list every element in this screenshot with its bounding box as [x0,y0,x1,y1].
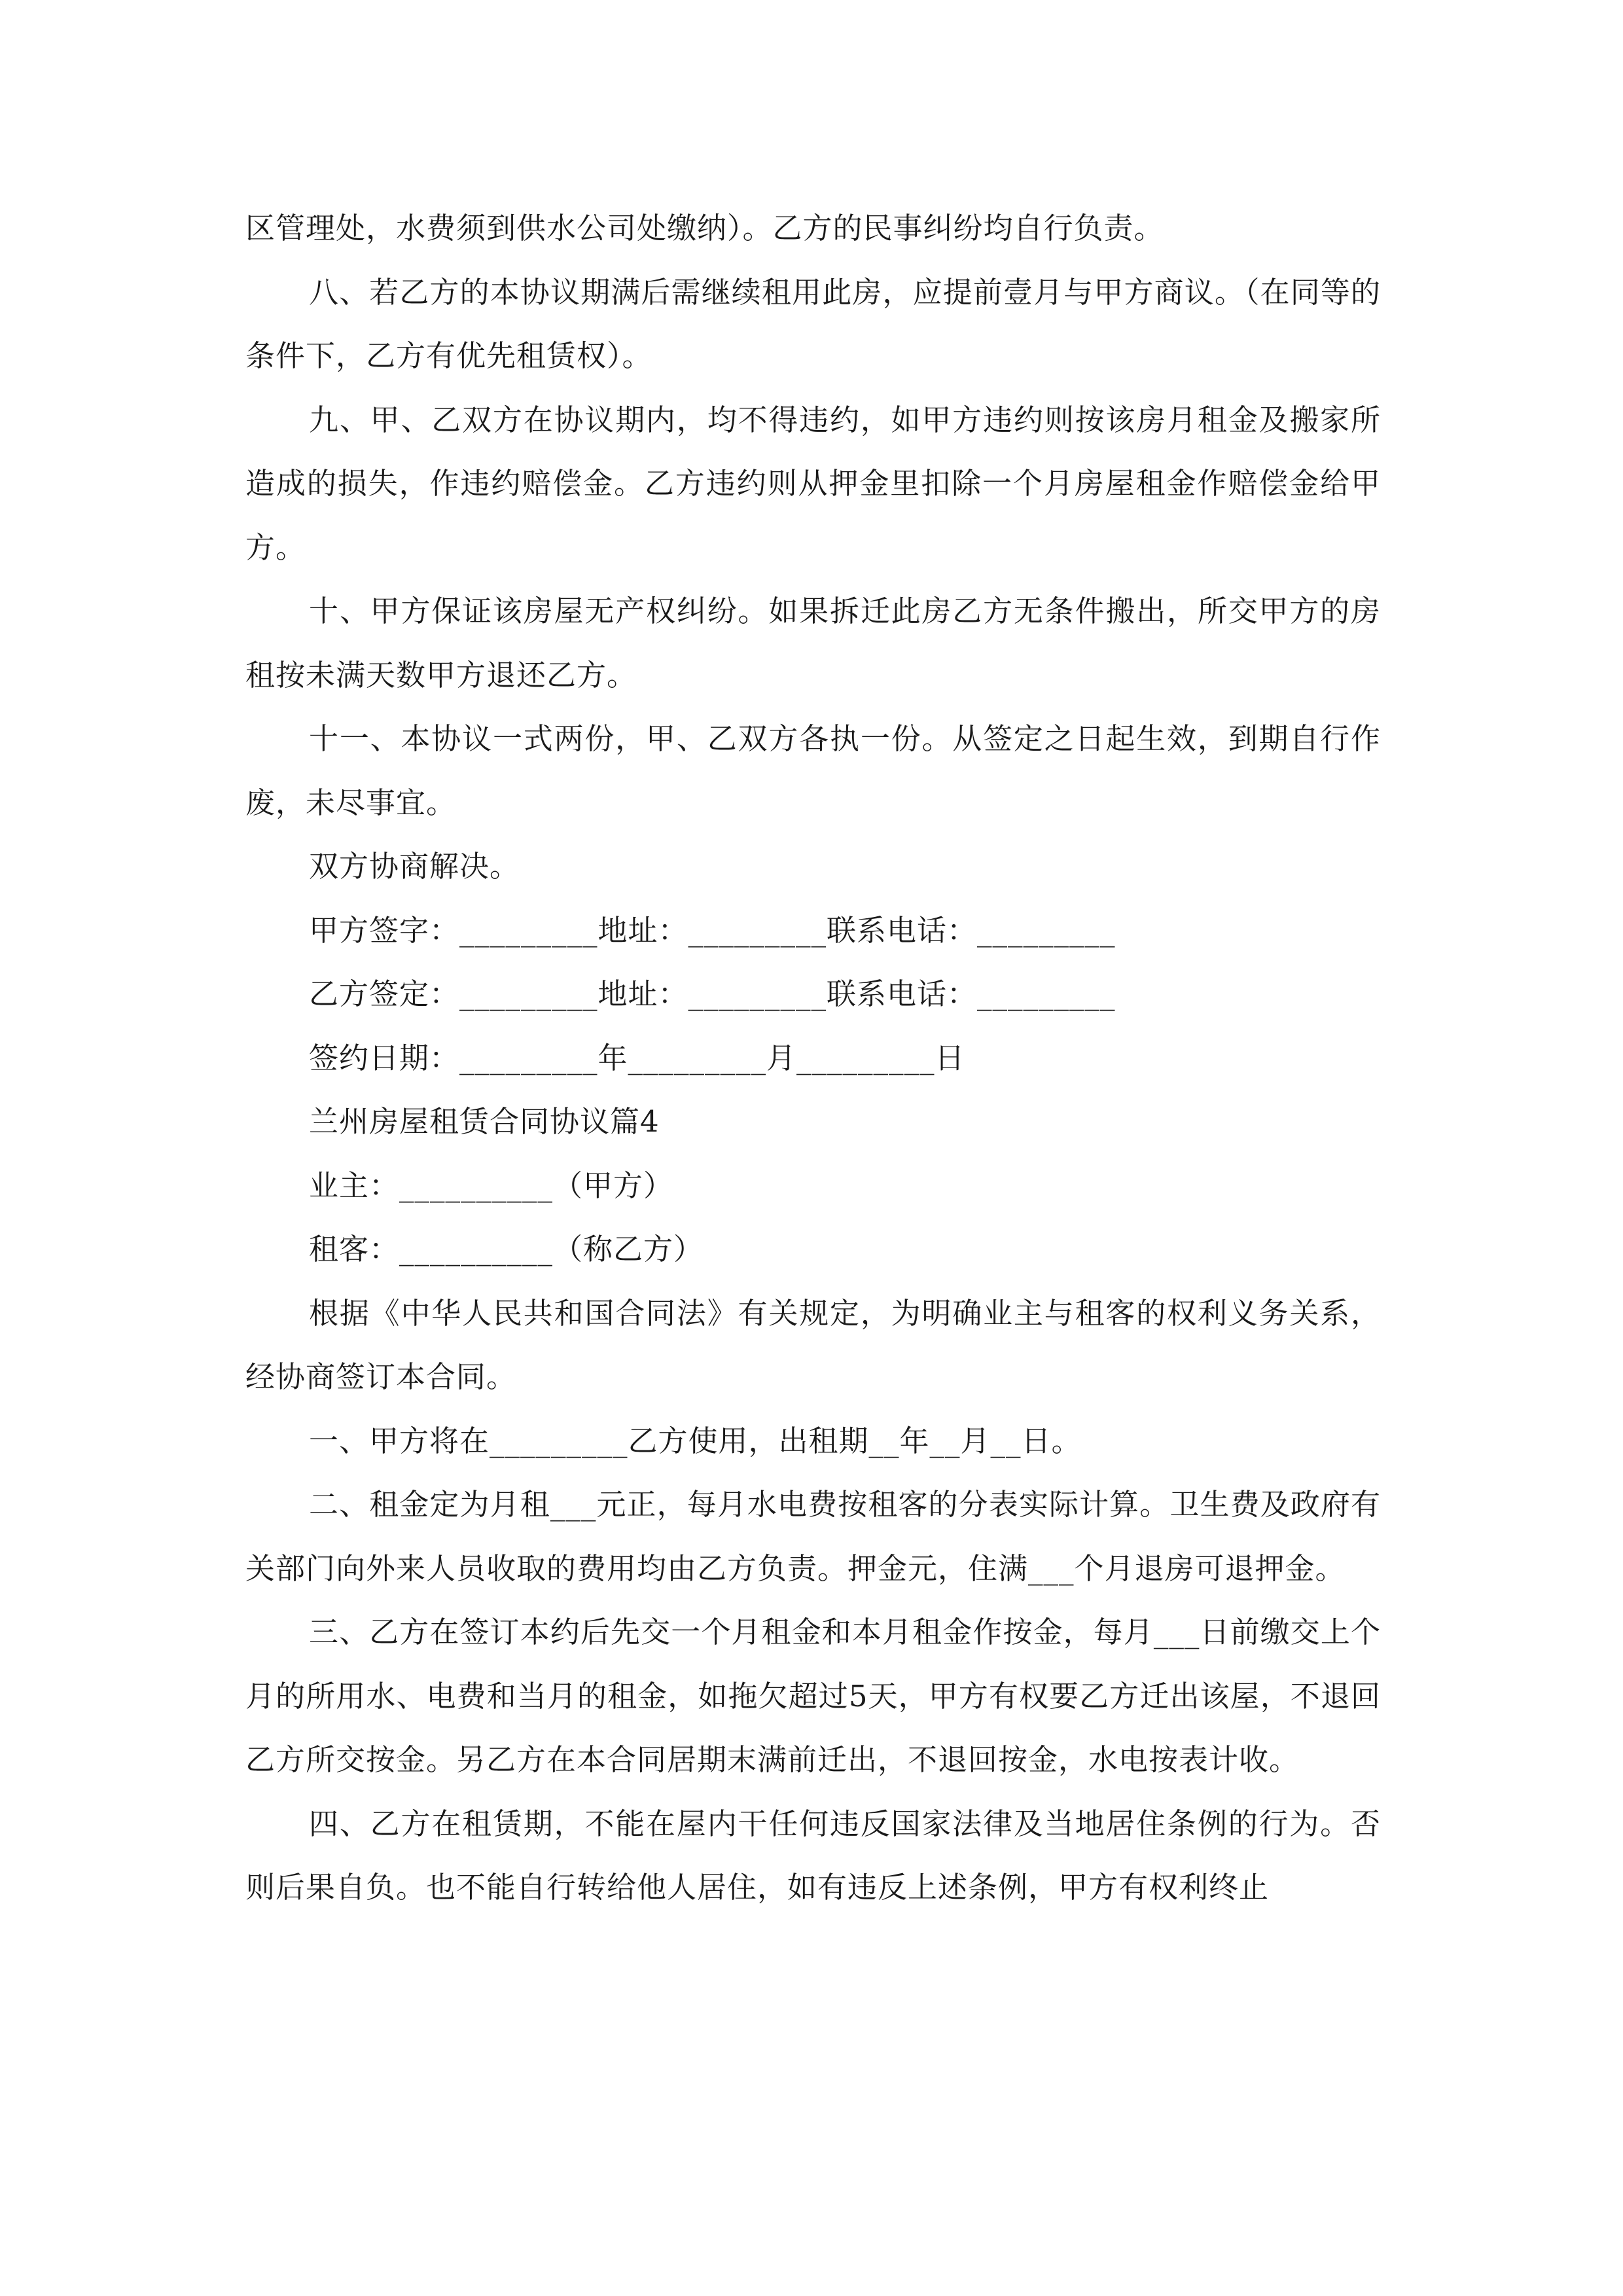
paragraph-article-1: 一、甲方将在_________乙方使用，出租期__年__月__日。 [309,1423,1082,1458]
owner-line: 业主：__________（甲方） [309,1168,674,1203]
paragraph-clause-9: 九、甲、乙双方在协议期内，均不得违约，如甲方违约则按该房月租金及搬家所造成的损失，作违约赔偿金。乙方违约则从押金里扣除一个月房屋租金作赔偿金给甲方。 [245,402,1381,565]
paragraph-clause-8: 八、若乙方的本协议期满后需继续租用此房，应提前壹月与甲方商议。（在同等的条件下，乙方有优先租赁权）。 [245,274,1381,373]
paragraph-water-fee: 区管理处，水费须到供水公司处缴纳）。乙方的民事纠纷均自行负责。 [245,211,1164,245]
signature-line-party-a: 甲方签字：_________地址：_________联系电话：_________ [309,912,1116,948]
paragraph-clause-10: 十、甲方保证该房屋无产权纠纷。如果拆迁此房乙方无条件搬出，所交甲方的房租按未满天数甲方退还乙方。 [245,594,1381,692]
paragraph-clause-11: 十一、本协议一式两份，甲、乙双方各执一份。从签定之日起生效，到期自行作废，未尽事宜。 [245,721,1381,820]
document-body [245,196,1381,1920]
signing-date-line: 签约日期：_________年_________月_________日 [309,1040,965,1075]
signature-line-party-b: 乙方签定：_________地址：_________联系电话：_________ [309,977,1116,1011]
paragraph-article-4: 四、乙方在租赁期，不能在屋内干任何违反国家法律及当地居住条例的行为。否则后果自负。也不能自行转给他人居住，如有违反上述条例，甲方有权利终止 [245,1806,1381,1905]
paragraph-article-3: 三、乙方在签订本约后先交一个月租金和本月租金作按金，每月___日前缴交上个月的所用水、电费和当月的租金，如拖欠超过5天，甲方有权要乙方迁出该屋，不退回乙方所交按金。另乙方在本合同居期末满前迁出，不退回按金，水电按表计收。 [245,1615,1381,1777]
paragraph-article-2: 二、租金定为月租___元正，每月水电费按租客的分表实际计算。卫生费及政府有关部门向外来人员收取的费用均由乙方负责。押金元，住满___个月退房可退押金。 [245,1487,1381,1586]
section-title: 兰州房屋租赁合同协议篇4 [309,1104,660,1139]
paragraph-preamble: 根据《中华人民共和国合同法》有关规定，为明确业主与租客的权利义务关系，经协商签订本合同。 [245,1295,1381,1394]
tenant-line: 租客：__________（称乙方） [309,1232,704,1266]
paragraph-negotiation: 双方协商解决。 [309,849,520,884]
